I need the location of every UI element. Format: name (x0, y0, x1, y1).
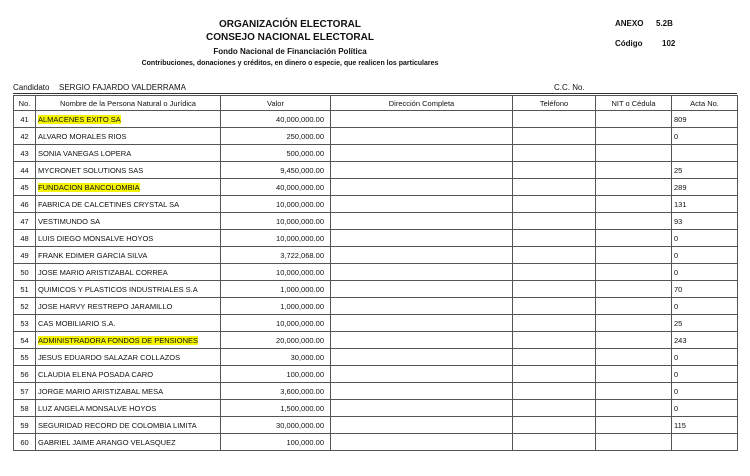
row-acta: 0 (672, 128, 738, 145)
row-acta: 0 (672, 400, 738, 417)
row-address (331, 383, 513, 400)
row-acta: 93 (672, 213, 738, 230)
row-phone (513, 145, 596, 162)
row-phone (513, 417, 596, 434)
contrib-subtitle: Contribuciones, donaciones y créditos, en dinero o especie, que realicen los particulares (141, 60, 439, 67)
row-number: 49 (14, 247, 36, 264)
row-acta: 289 (672, 179, 738, 196)
row-nit (596, 315, 672, 332)
table-row (14, 247, 738, 264)
row-phone (513, 434, 596, 451)
row-name (36, 332, 221, 349)
row-address (331, 281, 513, 298)
row-nit (596, 230, 672, 247)
row-address (331, 332, 513, 349)
row-phone (513, 111, 596, 128)
candidate-name: SERGIO FAJARDO VALDERRAMA (59, 83, 186, 92)
row-address (331, 315, 513, 332)
row-name: JORGE MARIO ARISTIZABAL MESA (36, 383, 221, 400)
row-acta: 0 (672, 366, 738, 383)
row-number: 42 (14, 128, 36, 145)
row-phone (513, 281, 596, 298)
row-acta: 0 (672, 264, 738, 281)
table-row (14, 400, 738, 417)
row-value: 9,450,000.00 (221, 162, 331, 179)
table-row (14, 213, 738, 230)
row-acta: 0 (672, 298, 738, 315)
row-value: 30,000.00 (221, 349, 331, 366)
row-acta: 243 (672, 332, 738, 349)
anexo-label: ANEXO (615, 19, 644, 28)
codigo-label: Código (615, 39, 643, 48)
row-value: 100,000.00 (221, 434, 331, 451)
table-row (14, 196, 738, 213)
row-phone (513, 162, 596, 179)
row-value: 500,000.00 (221, 145, 331, 162)
row-name: JOSE HARVY RESTREPO JARAMILLO (36, 298, 221, 315)
row-value: 1,000,000.00 (221, 298, 331, 315)
row-nit (596, 162, 672, 179)
row-acta: 25 (672, 162, 738, 179)
row-address (331, 400, 513, 417)
row-number: 60 (14, 434, 36, 451)
row-address (331, 179, 513, 196)
row-number: 41 (14, 111, 36, 128)
row-address (331, 434, 513, 451)
row-value: 1,000,000.00 (221, 281, 331, 298)
row-value: 10,000,000.00 (221, 230, 331, 247)
row-value: 40,000,000.00 (221, 179, 331, 196)
table-row (14, 281, 738, 298)
table-row (14, 128, 738, 145)
row-name (36, 111, 221, 128)
row-acta: 0 (672, 383, 738, 400)
row-name: JOSE MARIO ARISTIZABAL CORREA (36, 264, 221, 281)
row-number: 58 (14, 400, 36, 417)
row-value: 10,000,000.00 (221, 315, 331, 332)
row-nit (596, 434, 672, 451)
row-nit (596, 111, 672, 128)
table-row (14, 366, 738, 383)
row-address (331, 196, 513, 213)
col-header-phone: Teléfono (513, 96, 596, 111)
row-number: 45 (14, 179, 36, 196)
row-number: 50 (14, 264, 36, 281)
row-number: 48 (14, 230, 36, 247)
row-value: 10,000,000.00 (221, 264, 331, 281)
row-name: GABRIEL JAIME ARANGO VELASQUEZ (36, 434, 221, 451)
row-address (331, 145, 513, 162)
table-row (14, 145, 738, 162)
row-address (331, 230, 513, 247)
anexo-value: 5.2B (656, 19, 673, 28)
row-value: 3,600,000.00 (221, 383, 331, 400)
row-name: CAS MOBILIARIO S.A. (36, 315, 221, 332)
col-header-no: No. (14, 96, 36, 111)
row-address (331, 128, 513, 145)
candidate-row (13, 81, 737, 94)
row-phone (513, 400, 596, 417)
row-number: 47 (14, 213, 36, 230)
row-address (331, 349, 513, 366)
table-row (14, 383, 738, 400)
row-name: FABRICA DE CALCETINES CRYSTAL SA (36, 196, 221, 213)
fondo-subtitle: Fondo Nacional de Financiación Política (213, 47, 367, 56)
row-phone (513, 230, 596, 247)
row-value: 20,000,000.00 (221, 332, 331, 349)
row-value: 100,000.00 (221, 366, 331, 383)
row-phone (513, 213, 596, 230)
row-acta (672, 434, 738, 451)
row-nit (596, 366, 672, 383)
row-acta: 131 (672, 196, 738, 213)
table-row (14, 230, 738, 247)
row-phone (513, 366, 596, 383)
row-nit (596, 281, 672, 298)
row-address (331, 366, 513, 383)
table-row (14, 315, 738, 332)
row-name: LUZ ANGELA MONSALVE HOYOS (36, 400, 221, 417)
col-header-value: Valor (221, 96, 331, 111)
table-header-row (14, 96, 738, 111)
table-row (14, 179, 738, 196)
row-number: 54 (14, 332, 36, 349)
row-acta: 0 (672, 247, 738, 264)
row-number: 46 (14, 196, 36, 213)
row-phone (513, 298, 596, 315)
row-acta: 809 (672, 111, 738, 128)
row-nit (596, 213, 672, 230)
col-header-nit: NIT o Cédula (596, 96, 672, 111)
row-address (331, 162, 513, 179)
col-header-name: Nombre de la Persona Natural o Jurídica (36, 96, 221, 111)
row-name (36, 179, 221, 196)
row-phone (513, 383, 596, 400)
table-row (14, 111, 738, 128)
row-number: 55 (14, 349, 36, 366)
row-address (331, 264, 513, 281)
row-name: VESTIMUNDO SA (36, 213, 221, 230)
row-nit (596, 179, 672, 196)
row-value: 3,722,068.00 (221, 247, 331, 264)
row-phone (513, 315, 596, 332)
row-number: 59 (14, 417, 36, 434)
row-address (331, 298, 513, 315)
row-phone (513, 196, 596, 213)
row-name: JESUS EDUARDO SALAZAR COLLAZOS (36, 349, 221, 366)
table-row (14, 417, 738, 434)
row-nit (596, 196, 672, 213)
row-name-highlighted: FUNDACION BANCOLOMBIA (38, 182, 140, 192)
row-acta: 115 (672, 417, 738, 434)
row-number: 57 (14, 383, 36, 400)
row-nit (596, 247, 672, 264)
row-phone (513, 179, 596, 196)
row-nit (596, 383, 672, 400)
row-name: CLAUDIA ELENA POSADA CARO (36, 366, 221, 383)
table-body (14, 111, 738, 451)
row-name: SEGURIDAD RECORD DE COLOMBIA LIMITA (36, 417, 221, 434)
row-phone (513, 264, 596, 281)
row-acta: 25 (672, 315, 738, 332)
row-nit (596, 417, 672, 434)
row-value: 250,000.00 (221, 128, 331, 145)
org-title: ORGANIZACIÓN ELECTORAL (218, 19, 362, 30)
contributions-table (13, 95, 738, 451)
table-row (14, 349, 738, 366)
row-nit (596, 298, 672, 315)
table-row (14, 298, 738, 315)
table-row (14, 264, 738, 281)
row-address (331, 417, 513, 434)
col-header-acta: Acta No. (672, 96, 738, 111)
row-number: 51 (14, 281, 36, 298)
row-acta: 0 (672, 230, 738, 247)
row-name: FRANK EDIMER GARCIA SILVA (36, 247, 221, 264)
table-row (14, 434, 738, 451)
col-header-address: Dirección Completa (331, 96, 513, 111)
row-phone (513, 349, 596, 366)
row-name: ALVARO MORALES RIOS (36, 128, 221, 145)
cne-title: CONSEJO NACIONAL ELECTORAL (206, 32, 374, 43)
row-nit (596, 332, 672, 349)
row-nit (596, 400, 672, 417)
row-acta: 0 (672, 349, 738, 366)
row-phone (513, 332, 596, 349)
row-name-highlighted: ALMACENES EXITO SA (38, 114, 121, 124)
row-name: SONIA VANEGAS LOPERA (36, 145, 221, 162)
codigo-value: 102 (662, 39, 676, 48)
row-value: 40,000,000.00 (221, 111, 331, 128)
row-phone (513, 128, 596, 145)
row-name: MYCRONET SOLUTIONS SAS (36, 162, 221, 179)
row-address (331, 213, 513, 230)
row-number: 44 (14, 162, 36, 179)
row-number: 43 (14, 145, 36, 162)
row-address (331, 247, 513, 264)
candidate-label: Candidato (13, 83, 50, 92)
row-nit (596, 349, 672, 366)
row-value: 10,000,000.00 (221, 213, 331, 230)
row-phone (513, 247, 596, 264)
row-number: 56 (14, 366, 36, 383)
row-nit (596, 264, 672, 281)
row-number: 52 (14, 298, 36, 315)
table-row (14, 162, 738, 179)
row-number: 53 (14, 315, 36, 332)
row-acta: 70 (672, 281, 738, 298)
row-name: QUIMICOS Y PLASTICOS INDUSTRIALES S.A (36, 281, 221, 298)
row-value: 30,000,000.00 (221, 417, 331, 434)
row-nit (596, 145, 672, 162)
row-nit (596, 128, 672, 145)
row-value: 10,000,000.00 (221, 196, 331, 213)
row-acta (672, 145, 738, 162)
row-name: LUIS DIEGO MONSALVE HOYOS (36, 230, 221, 247)
cc-label: C.C. No. (554, 83, 585, 92)
table-row (14, 332, 738, 349)
row-address (331, 111, 513, 128)
row-name-highlighted: ADMINISTRADORA FONDOS DE PENSIONES (38, 335, 199, 345)
row-value: 1,500,000.00 (221, 400, 331, 417)
